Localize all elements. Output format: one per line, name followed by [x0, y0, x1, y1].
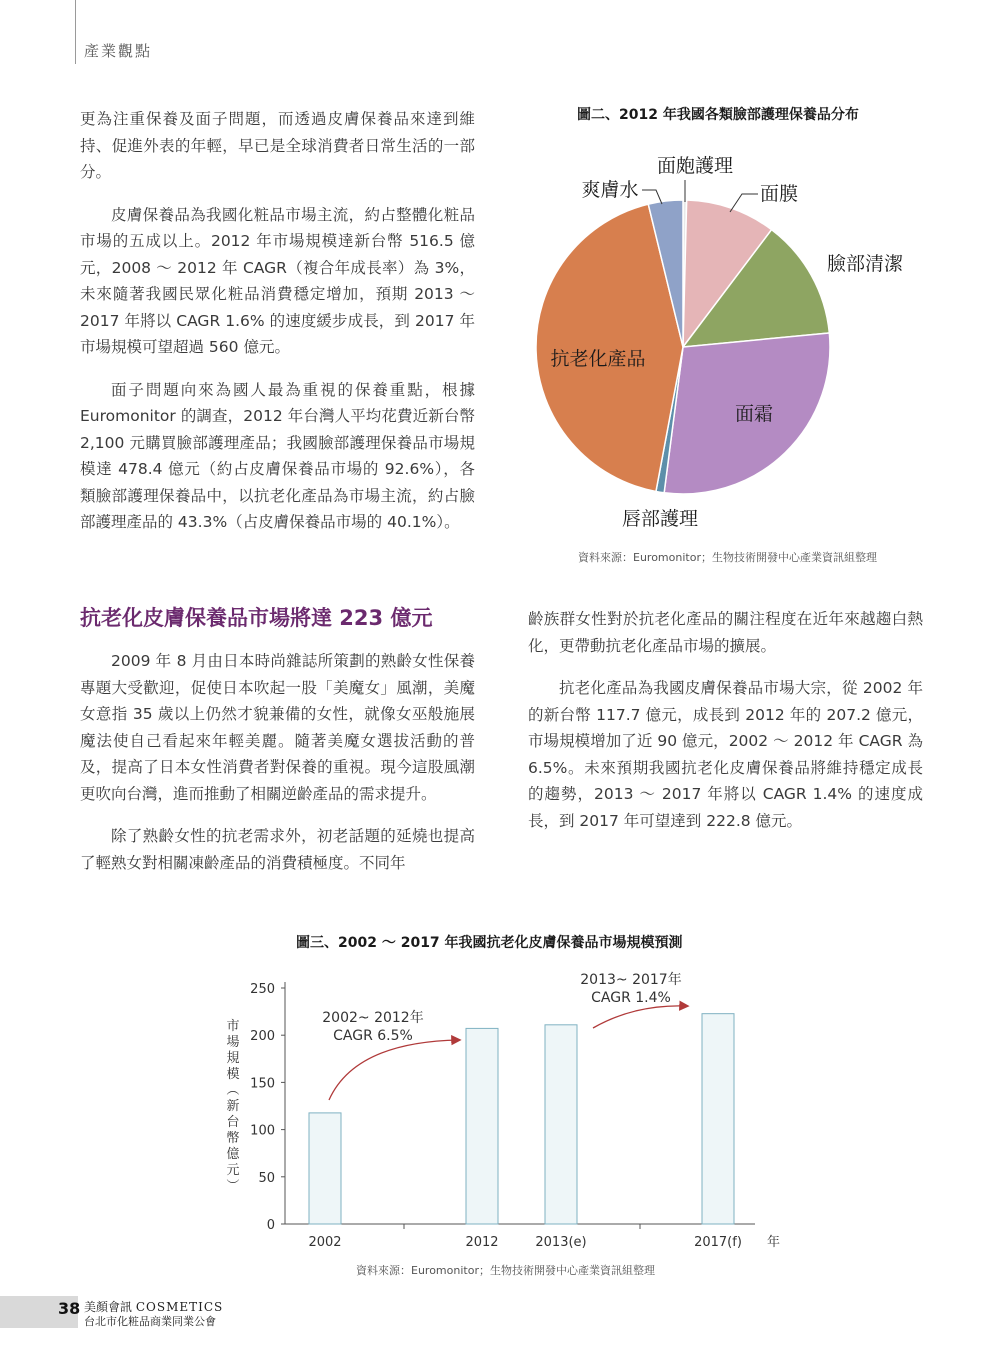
bar-2012 [466, 1028, 498, 1224]
pie-label-6: 爽膚水 [581, 179, 639, 201]
pie-label-4: 唇部護理 [621, 508, 699, 530]
paragraph: 皮膚保養品為我國化粧品市場主流，約占整體化粧品市場的五成以上。2012 年市場規模達新台幣 516.5 億元，2008 ～ 2012 年 CAGR（複合年成長率）為 3%，未來隨著我國民眾化粧品消費穩定增加，預期 2013 ～ 2017 年將以 CAGR 1.6% 的速度緩步成長，到 2017 年市場規模可望超過 560 億元。 [80, 205, 475, 356]
pie-label-1: 面膜 [760, 183, 799, 205]
x-tick-label: 2012 [465, 1235, 499, 1250]
y-tick-label: 150 [250, 1076, 275, 1092]
annotation-cagr-2002-2012-value: CAGR 6.5% [333, 1028, 413, 1044]
y-axis-label-char: （ [224, 1082, 239, 1096]
publication-title: 美顏會訊 [84, 1300, 133, 1314]
section-text-left [80, 648, 475, 892]
section-text-right [528, 606, 923, 850]
y-axis-label-char: ） [224, 1178, 239, 1192]
figure3-title: 圖三、2002 ～ 2017 年我國抗老化皮膚保養品市場規模預測 [296, 935, 683, 951]
paragraph: 齡族群女性對於抗老化產品的關注程度在近年來越趨白熱化，更帶動抗老化產品市場的擴展。 [528, 610, 923, 655]
y-tick-label: 250 [250, 982, 275, 997]
bar-2017(f) [702, 1014, 734, 1224]
x-axis-label: 年 [767, 1235, 781, 1250]
figure2-title: 圖二、2012 年我國各類臉部護理保養品分布 [577, 107, 859, 123]
annotation-cagr-2002-2012-period: 2002~ 2012年 [322, 1010, 424, 1026]
y-axis-label-char: 場 [226, 1035, 240, 1050]
bar-2013(e) [545, 1025, 577, 1224]
header-rule [75, 0, 76, 64]
paragraph: 2009 年 8 月由日本時尚雜誌所策劃的熟齡女性保養專題大受歡迎，促使日本吹起一股「美魔女」風潮，美魔女意指 35 歲以上仍然才貌兼備的女性，就像女巫般施展魔法使自己看起來年輕美麗。隨著美魔女選拔活動的普及，提高了日本女性消費者對保養的重視。現今這股風潮更吹向台灣，進而推動了相關逆齡產品的需求提升。 [80, 652, 475, 803]
figure2-source: 資料來源：Euromonitor；生物技術開發中心產業資訊組整理 [578, 551, 877, 564]
publication-title-en: COSMETICS [135, 1300, 224, 1314]
publisher-org: 台北市化粧品商業同業公會 [84, 1315, 216, 1328]
section-heading: 抗老化皮膚保養品市場將達 223 億元 [80, 606, 433, 630]
y-axis-label-char: 億 [226, 1147, 240, 1162]
figure3-source: 資料來源：Euromonitor；生物技術開發中心產業資訊組整理 [356, 1264, 655, 1277]
section-label: 產業觀點 [84, 42, 153, 60]
y-axis-label-char: 規 [226, 1051, 240, 1066]
y-tick-label: 0 [266, 1218, 275, 1233]
bar-2002 [309, 1113, 341, 1224]
y-axis-label-char: 元 [226, 1163, 240, 1178]
figure3-bar-chart [215, 960, 795, 1260]
annotation-cagr-2013-2017-period: 2013~ 2017年 [580, 972, 682, 988]
x-tick-label: 2013(e) [535, 1235, 587, 1250]
growth-arrow-2002-2012 [329, 1040, 459, 1100]
figure2-pie-chart [520, 150, 940, 545]
x-tick-label: 2002 [308, 1235, 342, 1250]
intro-text-column [80, 106, 475, 552]
x-tick-label: 2017(f) [694, 1235, 742, 1250]
y-axis-label-char: 幣 [226, 1131, 240, 1146]
page-number: 38 [58, 1299, 81, 1318]
y-axis-label-char: 台 [226, 1115, 240, 1130]
y-axis-label-char: 新 [226, 1099, 240, 1114]
pie-label-3: 面霜 [734, 403, 774, 425]
paragraph: 面子問題向來為國人最為重視的保養重點，根據 Euromonitor 的調查，2012 年台灣人平均花費近新台幣 2,100 元購買臉部護理產品；我國臉部護理保養品市場規模達 478.4 億元（約占皮膚保養品市場的 92.6%），各類臉部護理保養品中，以抗老化產品為市場主流，約占臉部護理產品的 43.3%（占皮膚保養品市場的 40.1%）。 [80, 380, 475, 531]
y-tick-label: 200 [250, 1029, 275, 1045]
pie-label-2: 臉部清潔 [827, 253, 904, 275]
y-axis-label-char: 市 [226, 1019, 240, 1034]
paragraph: 更為注重保養及面子問題，而透過皮膚保養品來達到維持、促進外表的年輕，早已是全球消費者日常生活的一部分。 [80, 110, 475, 181]
pie-label-5: 抗老化產品 [550, 348, 646, 370]
pie-label-0: 面皰護理 [656, 155, 734, 177]
annotation-cagr-2013-2017-value: CAGR 1.4% [591, 990, 671, 1006]
y-axis-label-char: 模 [226, 1067, 240, 1082]
growth-arrow-2013-2017 [593, 1006, 687, 1028]
paragraph: 抗老化產品為我國皮膚保養品市場大宗，從 2002 年的新台幣 117.7 億元，成長到 2012 年的 207.2 億元，市場規模增加了近 90 億元，2002 ～ 2012 年 CAGR 為 6.5%。未來預期我國抗老化皮膚保養品將維持穩定成長的趨勢，2013 ～ 2017 年將以 CAGR 1.4% 的速度成長，到 2017 年可望達到 222.8 億元。 [528, 679, 923, 830]
paragraph: 除了熟齡女性的抗老需求外，初老話題的延燒也提高了輕熟女對相關凍齡產品的消費積極度。不同年 [80, 827, 475, 872]
y-tick-label: 50 [258, 1170, 275, 1186]
y-tick-label: 100 [250, 1123, 275, 1139]
